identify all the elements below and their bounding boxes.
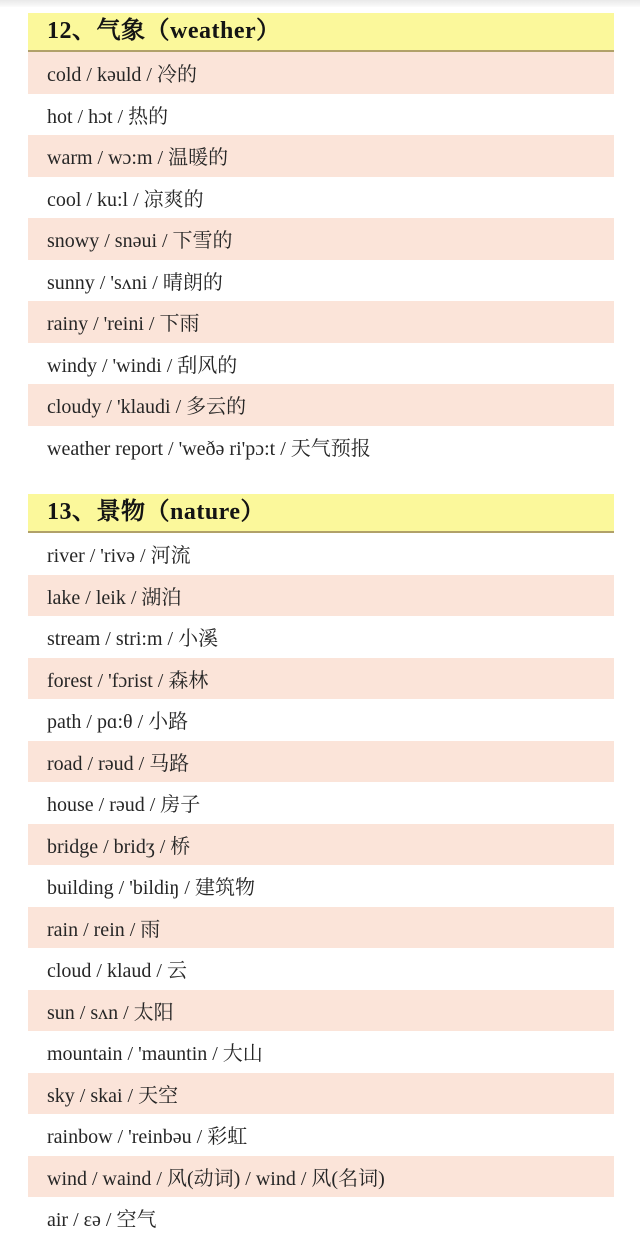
word-row bbox=[28, 616, 614, 658]
word-entry: sky / skai / 天空 bbox=[47, 1084, 179, 1107]
word-entry: cold / kəuld / 冷的 bbox=[47, 64, 197, 87]
word-row bbox=[28, 824, 614, 866]
word-entry: rain / rein / 雨 bbox=[47, 918, 161, 941]
word-entry: stream / stri:m / 小溪 bbox=[47, 628, 219, 651]
word-entry: rainbow / 'reinbəu / 彩虹 bbox=[47, 1126, 248, 1149]
word-row bbox=[28, 1073, 614, 1115]
word-entry: hot / hɔt / 热的 bbox=[47, 105, 169, 128]
word-entry: path / pɑ:θ / 小路 bbox=[47, 711, 189, 734]
word-entry: windy / 'windi / 刮风的 bbox=[47, 354, 238, 377]
word-entry: weather report / 'weðə ri'pɔ:t / 天气预报 bbox=[47, 437, 371, 460]
word-row bbox=[28, 948, 614, 990]
vocab-section bbox=[28, 13, 614, 467]
word-row bbox=[28, 301, 614, 343]
word-row bbox=[28, 865, 614, 907]
word-entry: air / ɛə / 空气 bbox=[47, 1209, 157, 1232]
word-entry: road / rəud / 马路 bbox=[47, 752, 190, 775]
word-entry: lake / leik / 湖泊 bbox=[47, 586, 182, 609]
word-entry: wind / waind / 风(动词) / wind / 风(名词) bbox=[47, 1167, 385, 1190]
word-entry: house / rəud / 房子 bbox=[47, 794, 201, 817]
word-row bbox=[28, 699, 614, 741]
section-title: 13、景物（nature） bbox=[28, 494, 614, 533]
word-row bbox=[28, 1197, 614, 1239]
word-entry: sun / sʌn / 太阳 bbox=[47, 1001, 174, 1024]
word-entry: cloud / klaud / 云 bbox=[47, 960, 187, 983]
word-row bbox=[28, 94, 614, 136]
word-entry: river / 'rivə / 河流 bbox=[47, 545, 191, 568]
word-row bbox=[28, 343, 614, 385]
word-row bbox=[28, 135, 614, 177]
word-row bbox=[28, 1031, 614, 1073]
word-row bbox=[28, 658, 614, 700]
word-rows bbox=[28, 52, 614, 467]
word-entry: warm / wɔ:m / 温暖的 bbox=[47, 147, 229, 170]
word-row bbox=[28, 741, 614, 783]
word-row bbox=[28, 575, 614, 617]
section-title: 12、气象（weather） bbox=[28, 13, 614, 52]
word-entry: mountain / 'mauntin / 大山 bbox=[47, 1043, 263, 1066]
word-rows bbox=[28, 533, 614, 1239]
word-row bbox=[28, 1114, 614, 1156]
word-entry: snowy / snəui / 下雪的 bbox=[47, 230, 233, 253]
word-row bbox=[28, 907, 614, 949]
word-row bbox=[28, 1156, 614, 1198]
word-row bbox=[28, 218, 614, 260]
word-row bbox=[28, 533, 614, 575]
vocab-section bbox=[28, 494, 614, 1239]
word-entry: sunny / 'sʌni / 晴朗的 bbox=[47, 271, 223, 294]
word-row bbox=[28, 384, 614, 426]
word-entry: cloudy / 'klaudi / 多云的 bbox=[47, 396, 247, 419]
word-entry: rainy / 'reini / 下雨 bbox=[47, 313, 200, 336]
word-entry: building / 'bildiŋ / 建筑物 bbox=[47, 877, 255, 900]
word-row bbox=[28, 260, 614, 302]
word-row bbox=[28, 990, 614, 1032]
word-row bbox=[28, 782, 614, 824]
word-list bbox=[28, 13, 614, 1239]
top-edge-strip bbox=[0, 0, 640, 7]
word-entry: cool / ku:l / 凉爽的 bbox=[47, 188, 204, 211]
word-entry: forest / 'fɔrist / 森林 bbox=[47, 669, 209, 692]
word-row bbox=[28, 52, 614, 94]
word-row bbox=[28, 426, 614, 468]
word-entry: bridge / bridʒ / 桥 bbox=[47, 835, 191, 858]
word-row bbox=[28, 177, 614, 219]
